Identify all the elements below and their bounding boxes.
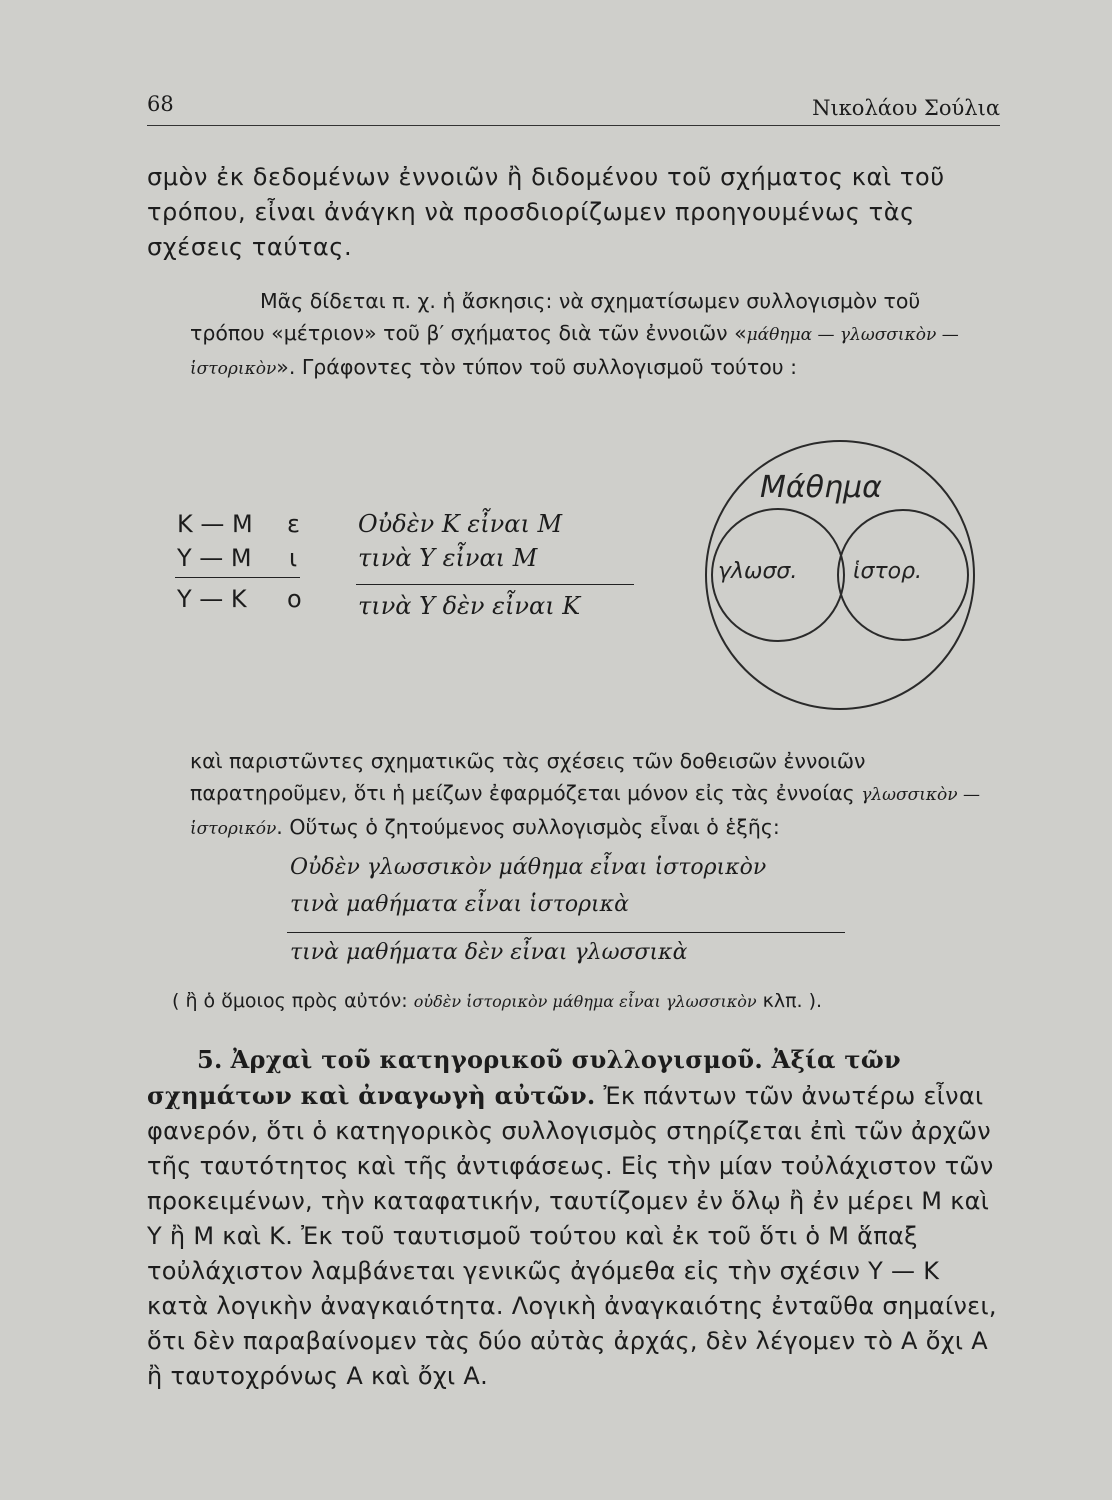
page-number: 68 [147,92,174,116]
label-mathima: Μάθημα [760,470,882,505]
conclusion-minor: τινὰ μαθήματα εἶναι ἱστορικὰ [290,892,629,917]
venn-diagram [690,435,990,715]
paragraph-representation: καὶ παριστῶντες σχηματικῶς τὰς σχέσεις τῶν δοθεισῶν ἐννοιῶν παρατηροῦμεν, ὅτι ἡ μείζων ἐφαρμόζεται μόνον εἰς τὰς ἐννοίας γλωσσικὸν — ἱστορικόν. Οὕτως ὁ ζητούμενος συλλογισμὸς εἶναι ὁ ἑξῆς: [190,749,981,839]
proposition-minor: τινὰ Υ εἶναι Μ [358,544,538,572]
proposition-conclusion: τινὰ Υ δὲν εἶναι Κ [358,592,581,620]
label-glossiko: γλωσσ. [718,559,798,584]
section-heading: Ἀρχαὶ τοῦ κατηγορικοῦ συλλογισμοῦ. Ἀξία τῶν σχημάτων καὶ ἀναγωγὴ αὐτῶν. [147,1045,901,1110]
section-body: Ἐκ πάντων τῶν ἀνωτέρω εἶναι φανερόν, ὅτι ὁ κατηγορικὸς συλλογισμὸς στηρίζεται ἐπὶ τῶν ἀρχῶν τῆς ταυτότητος καὶ τῆς ἀντιφάσεως. Εἰς τὴν μίαν τοὐλάχιστον τῶν προκειμένων, τὴν καταφατικήν, ταυτίζομεν ἐν ὅλῳ ἢ ἐν μέρει Μ καὶ Υ ἢ Μ καὶ Κ. Ἐκ τοῦ ταυτισμοῦ τούτου καὶ ἐκ τοῦ ὅτι ὁ Μ ἅπαξ τοὐλάχιστον λαμβάνεται γενικῶς ἀγόμεθα εἰς τὴν σχέσιν Υ — Κ κατὰ λογικὴν ἀναγκαιότητα. Λογικὴ ἀναγκαιότης ἐνταῦθα σημαίνει, ὅτι δὲν παραβαίνομεν τὰς δύο αὐτὰς ἀρχάς, δὲν λέγομεν τὸ Α ὄχι Α ἢ ταυτοχρόνως Α καὶ ὄχι Α. [147,1082,997,1390]
section-5 [147,1042,1002,1394]
running-header-author: Νικολάου Σούλια [812,96,1000,120]
header-rule [147,125,1000,126]
label-istoriko: ἱστορ. [853,559,923,584]
conclusion-result: τινὰ μαθήματα δὲν εἶναι γλωσσικὰ [290,940,688,965]
paragraph-continuation: σμὸν ἐκ δεδομένων ἐννοιῶν ἢ διδομένου τοῦ σχήματος καὶ τοῦ τρόπου, εἶναι ἀνάγκη νὰ προσδιορίζωμεν προηγουμένως τὰς σχέσεις ταύτας. [147,163,945,261]
proposition-rule [356,584,634,585]
section-number: 5. [197,1045,223,1074]
formula-row-conclusion: Υ — Κ ο [177,585,302,613]
formula-rule [175,577,300,578]
formula-row-minor: Υ — Μ ι [177,544,298,572]
conclusion-rule [287,932,845,933]
paragraph-exercise: Μᾶς δίδεται π. χ. ἡ ἄσκησις: νὰ σχηματίσωμεν συλλογισμὸν τοῦ τρόπου «μέτριον» τοῦ β′ σχήματος διὰ τῶν ἐννοιῶν «μάθημα — γλωσσικὸν — ἱστορικὸν». Γράφοντες τὸν τύπον τοῦ συλλογισμοῦ τούτου : [190,289,959,379]
proposition-major: Οὐδὲν Κ εἶναι Μ [358,510,563,538]
equivalent-note: ( ἢ ὁ ὅμοιος πρὸς αὐτόν: οὐδὲν ἱστορικὸν μάθημα εἶναι γλωσσικὸν κλπ. ). [172,990,823,1012]
conclusion-major: Οὐδὲν γλωσσικὸν μάθημα εἶναι ἱστορικὸν [290,855,767,880]
formula-row-major: Κ — Μ ε [177,510,300,538]
